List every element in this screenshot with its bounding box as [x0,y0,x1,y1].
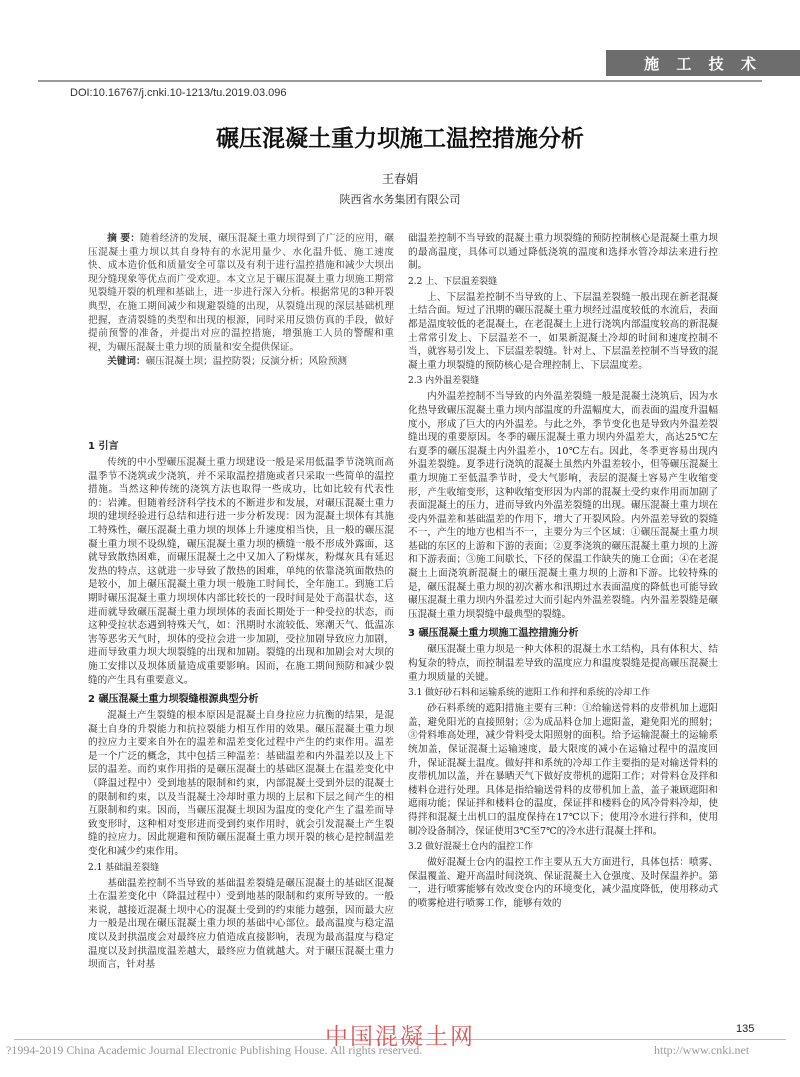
keywords-label: 关键词： [107,356,146,368]
keywords: 碾压混凝土坝；温控防裂；反演分析；风险预测 [145,356,348,368]
section-3-title: 3 碾压混凝土重力坝施工温控措施分析 [408,628,579,640]
section-2-2-title: 2.2 上、下层温差裂缝 [408,276,498,287]
section-2-3-paragraph: 内外温差控制不当导致的内外温差裂缝一般是混凝土浇筑后，因为水化热导致碾压混凝土重力坝内部温度的升温幅度大，而表面的温度升温幅度小，形成了巨大的内外温差。与此之外，季节变化也是导致内外温差裂缝出现的重要原因。冬季的碾压混凝土重力坝内外温差大，高达25℃左右夏季的碾压混凝土内外温差小，10℃左右。因此，冬季更容易出现内外温差裂缝。夏季进行浇筑的混凝土虽然内外温差较小，但等碾压混凝土重力坝施工至低温季节时，受大气影响，表层的混凝土容易产生收缩变形，产生收缩变形，这种收缩变形因为内部的混凝土受约束作用而加剧了表面混凝土的压力，进而导致内外温差裂缝的出现。碾压混凝土重力坝在受内外温差和基础温差的作用下，增大了开裂风险。内外温差导致的裂缝不一，产生的地方也相当不一，主要分为三个区域：①碾压混凝土重力坝基础的东区的上游和下游的表面；②夏季浇筑的碾压混凝土重力坝的上游和下游表面；③施工间歇长、下径的保温工作缺失的施工仓面；④在老混凝土上面浇筑新混凝土的碾压混凝土重力坝的上游和下游。比较特殊的是，碾压混凝土重力坝的初次蓄水和汛期过水表面温度的降低也可能导致碾压混凝土重力坝内外温差过大而引起内外温差裂缝。内外温差裂缝是碾压混凝土重力坝裂缝中最典型的裂缝。 [408,391,718,620]
section-3-2-paragraph: 做好混凝土仓内的温控工作主要从五大方面进行，具体包括：喷雾、保温覆盖、避开高温时间浇筑、保证混凝土入仓强度、及时保温养护。第一，进行喷雾能够有效改变仓内的环境变化，减少温度降低，使用移动式的喷雾枪进行喷雾工作，能够有效的 [408,857,718,909]
section-3-1-paragraph: 砂石料系统的遮阳措施主要有三种：①给输送骨料的皮带机加上遮阳盖，避免阳光的直接照射；②为成品料仓加上遮阳盖，避免阳光的照射；③骨料堆高处理，减少骨料受太阳照射的面积。给予运输混凝土的运输系统加盖，保证混凝土运输速度，最大限度的减小在运输过程中的温度回升，保证混凝土温度。做好拌和系统的冷却工作主要指的是对输送骨料的皮带机加以盖，并在暴晒天气下做好皮带机的遮阳工作；对骨料仓及拌和楼料仓进行处理。具体是指给输送骨料的皮带机加上盖，盖子兼顾遮阳和遮雨功能；保证拌和楼料仓的温度，保证拌和楼料仓的风冷骨料冷却，使得拌和混凝土出机口的温度保持在17℃以下；使用冷水进行拌和，使用制冷设备制冷，保证使用3℃至7℃的冷水进行混凝土拌和。 [408,703,718,837]
section-2-2-paragraph: 上、下层温差控制不当导致的上、下层温差裂缝一般出现在新老混凝土结合面。短过了汛期的碾压混凝土重力坝经过温度较低的水流后，表面都是温度较低的老混凝土，在老混凝土上进行浇筑内部温度较高的新混凝土常常引发上、下层温差不一，如果新混凝土冷却的时间和速度控制不当，就容易引发上、下层温差裂缝。针对上、下层温差控制不当导致的混凝土重力坝裂缝的预防核心是合理控制上、下层温度差。 [408,291,718,371]
section-2-1-paragraph: 基础温差控制不当导致的基础温差裂缝是碾压混凝土的基础区混凝土在温差变化中（降温过程中）受到地基的限制和约束所导致的。一般来说，越接近混凝土坝中心的混凝土受到的约束能力越强，因而最大应力一般是出现在碾压混凝土重力坝的基础中心部位。最高温度与稳定温度以及封拱温度会对最终应力值造成直接影响，表现为最高温度与稳定温度以及封拱温度温差越大，最终应力值就越大。对于碾压混凝土重力坝而言，针对基 [88,877,394,971]
article-title: 碾压混凝土重力坝施工温控措施分析 [216,126,584,152]
page-number: 135 [736,1023,755,1035]
section-2-paragraph: 混凝土产生裂缝的根本原因是混凝土自身拉应力抗衡的结果，是混凝土自身的升裂能力和抗拉裂能力相互作用的效果。碾压混凝土重力坝的拉应力主要来自外在的温差和温差变化过程中产生的约束作用。温差是一个广泛的概念，其中包括三种温差：基础温差和内外温差以及上下层的温差。而约束作用指的是碾压混凝土的基础区混凝土在温差变化中（降温过程中）受到地基的限制和约束，内部混凝土受到外层的混凝土的限制和约束，以及当混凝土冷却时重力坝的上层和下层之间产生的相互限制和约束。因而，当碾压混凝土坝因为温度的变化产生了温差而导致变形时，这种相对变形进而受到约束作用时，就会引发混凝土产生裂缝的拉应力。因此规避和预防碾压混凝土重力坝开裂的核心是控制温差变化和减少约束作用。 [88,710,394,858]
affiliation: 陕西省水务集团有限公司 [339,193,461,206]
author: 王春娟 [381,172,418,186]
right-column [408,232,718,912]
watermark: 中国混凝土网 [325,1024,475,1050]
section-2-1-paragraph-continued: 础温差控制不当导致的混凝土重力坝裂缝的预防控制核心是混凝土重力坝的最高温度，具体可以通过降低浇筑的温度和选择水管冷却法来进行控制。 [408,233,718,272]
doi: DOI:10.16767/j.cnki.10-1213/tu.2019.03.096 [70,87,287,99]
section-1-title: 1 引言 [88,441,119,452]
left-column [88,434,394,973]
abstract-label: 摘 要： [107,233,141,244]
site-link[interactable]: http://www.cnki.net [654,1043,750,1057]
section-3-1-title: 3.1 做好砂石料和运输系统的遮阳工作和拌和系统的冷却工作 [408,688,651,699]
abstract-text: 随着经济的发展，碾压混凝土重力坝得到了广泛的应用，碾压混凝土重力坝以其自身特有的水泥用量少、水化温升低、施工速度快、成本造价低和质量安全可靠以及有利于进行温控措施和减少大坝出现分缝现象等优点而广受欢迎。本文立足于碾压混凝土重力坝施工期常见裂缝开裂的机理和基础上，进一步进行深入分析。根据常见的3种开裂典型，在施工期间减少和规避裂缝的出现，从裂缝出现的深层基础机理把握，查清裂缝的类型和出现的根源，同时采用反馈仿真的手段，做好提前预警的准备，并提出对应的温控措施，增强施工人员的警醒和重视，为碾压混凝土重力坝的质量和安全提供保证。 [88,233,395,353]
section-tag: 施 工 技 术 [606,50,800,76]
section-3-paragraph: 碾压混凝土重力坝是一种大体积的混凝土水工结构，具有体积大、结构复杂的特点，而控制温差导致的温度应力和温度裂缝是提高碾压混凝土重力坝质量的关键。 [408,644,718,683]
section-2-3-title: 2.3 内外温差裂缝 [408,376,480,387]
section-1-paragraph: 传统的中小型碾压混凝土重力坝建设一般是采用低温季节浇筑而高温季节不浇筑或少浇筑，并不采取温控措施或者只采取一些简单的温控措施。当然这种传统的浇筑方法也取得一些成功，比如比较有代表性的：岩滩。但随着经济科学技术的不断进步和发展，对碾压混凝土重力坝的建坝经验进行总结和进行进一步分析发现：因为混凝土坝体有其施工特殊性，碾压混凝土重力坝的坝体上升速度相当快，且一般的碾压混凝土重力坝不设纵缝，碾压混凝土重力坝的横缝一般不形成外露面，这就导致散热困难，而碾压混凝土之中又加入了粉煤灰，粉煤灰具有延迟发热的特点，这就进一步导致了散热的困难，单纯的依靠浇筑面散热的是较小，加上碾压混凝土重力坝一般施工时间长，全年施工。到施工后期时碾压混凝土重力坝坝体内部比较长的一段时间是处于高温状态，这进而就导致碾压混凝土重力坝坝体的表面长期处于一种受拉的状态，而这种受拉状态遇到特殊天气，如：汛期时水流较低、寒潮天气、低温冻害等恶劣天气时，坝体的受拉会进一步加剧，受拉加剧导致应力加剧，进而导致重力坝大坝裂缝的出现和加剧。裂缝的出现和加剧会对大坝的施工安排以及坝体质量造成重要影响。因而，在施工期间预防和减少裂缝的产生具有重要意义。 [88,457,394,686]
section-2-title: 2 碾压混凝土重力坝裂缝根源典型分析 [88,694,259,706]
section-2-1-title: 2.1 基础温差裂缝 [88,862,160,873]
abstract [88,232,394,370]
header-rule [38,80,762,82]
section-3-2-title: 3.2 做好混凝土仓内的温控工作 [408,842,534,853]
copyright: ?1994-2019 China Academic Journal Electronic Publishing House. All rights reserved. [6,1043,423,1057]
